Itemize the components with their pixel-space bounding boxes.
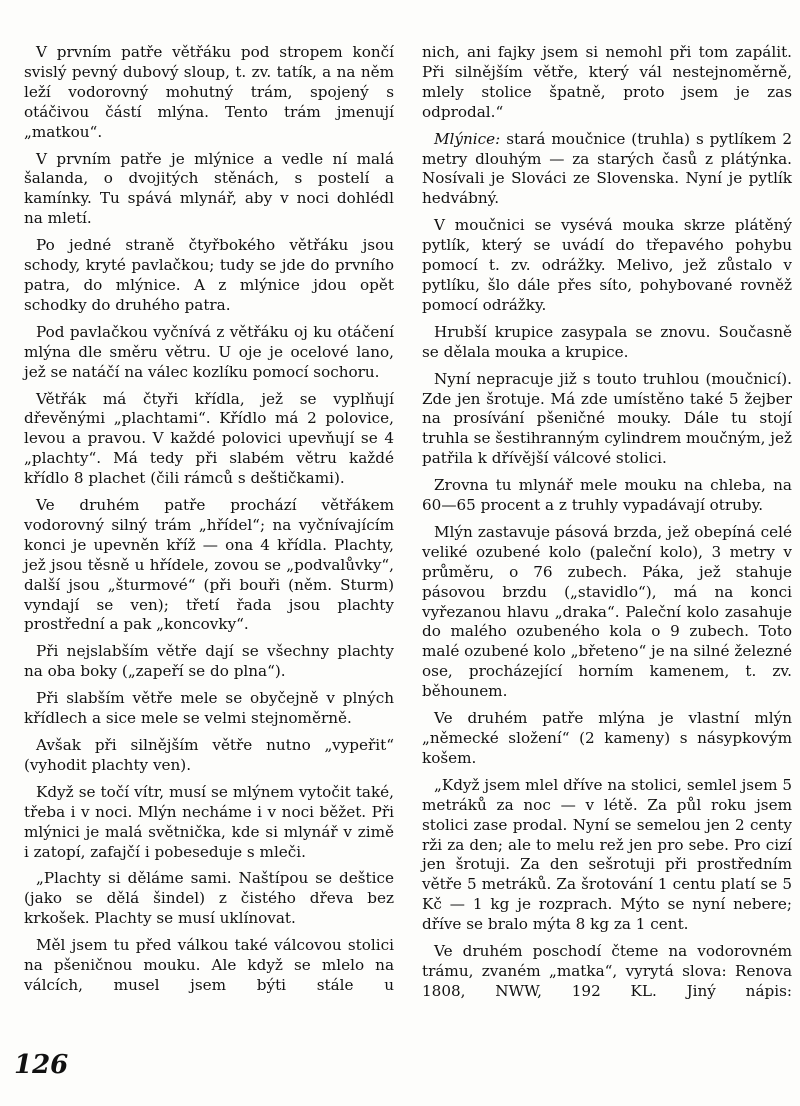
paragraph: Měl jsem tu před válkou také válcovou stolici na pšeničnou mouku. Ale když se mlelo na válcích, musel jsem býti stále u xyxy=(24,936,394,994)
left-column xyxy=(24,43,394,1003)
paragraph: V moučnici se vysévá mouka skrze plátěný pytlík, který se uvádí do třepavého pohybu pomocí t. zv. odrážky. Melivo, jež zůstalo v pytlíku, šlo dále přes síto, pohybované rovněž pomocí odrážky. xyxy=(422,216,792,314)
paragraph: Mlýn zastavuje pásová brzda, jež obepíná celé veliké ozubené kolo (paleční kolo), 3 metry v průměru, o 76 zubech. Páka, jež stahuje pásovou brzdu („stavidlo“), má na konci vyřezanou hlavu „draka“. Paleční kolo zasahuje do malého ozubeného kola o 9 zubech. Toto malé ozubené kolo „břeteno“ je na silné železné ose, procházející horním kamenem, t. zv. běhounem. xyxy=(422,522,792,701)
paragraph-mlynice xyxy=(422,130,792,210)
paragraph: Větřák má čtyři křídla, jež se vyplňují dřevěnými „plachtami“. Křídlo má 2 polovice, levou a pravou. V každé polovici upevňují se 4 „plachty“. Má tedy při slabém větru každé křídlo 8 plachet (čili rámců s deštičkami). xyxy=(24,389,394,488)
paragraph: „Plachty si děláme sami. Naštípou se deštice (jako se dělá šindel) z čistého dřeva bez krkošek. Plachty se musí uklínovat. xyxy=(24,869,394,928)
paragraph: „Když jsem mlel dříve na stolici, semlel jsem 5 metráků za noc — v létě. Za půl roku jsem stolici zase prodal. Nyní se semelou jen 2 centy rži za den; ale to melu rež jen pro sebe. Pro cizí jen šrotuji. Za den sešrotuji při prostředním větře 5 metráků. Za šrotování 1 centu platí se 5 Kč — 1 kg je rozprach. Mýto se nyní nebere; dříve se bralo mýta 8 kg za 1 cent. xyxy=(422,775,792,934)
paragraph: Zrovna tu mlynář mele mouku na chleba, na 60—65 procent a z truhly vypadávají otruby. xyxy=(422,476,792,515)
paragraph: Ve druhém patře mlýna je vlastní mlýn „německé složení“ (2 kameny) s násypkovým košem. xyxy=(422,709,792,767)
page-number: 126 xyxy=(14,1050,69,1080)
paragraph-continued: nich, ani fajky jsem si nemohl při tom zapálit. Při silnějším větře, který vál nestejnoměrně, mlely stolice špatně, proto jsem je zas odprodal.“ xyxy=(422,43,792,121)
paragraph: Pod pavlačkou vyčnívá z větřáku oj ku otáčení mlýna dle směru větru. U oje je ocelové lano, jež se natáčí na válec kozlíku pomocí sochoru. xyxy=(24,322,394,381)
paragraph: Ve druhém patře prochází větřákem vodorovný silný trám „hřídel“; na vyčnívajícím konci je upevněn kříž — ona 4 křídla. Plachty, jež jsou těsně u hřídele, zovou se „podvalůvky“, další jsou „šturmové“ (při bouři (něm. Sturm) vyndají se ven); třetí řada jsou plachty prostřední a pak „koncovky“. xyxy=(24,496,394,634)
paragraph: Hrubší krupice zasypala se znovu. Současně se dělala mouka a krupice. xyxy=(422,322,792,361)
paragraph: Ve druhém poschodí čteme na vodorovném trámu, zvaném „matka“, vyrytá slova: Renova 1808, NWW, 192 KL. Jiný nápis: xyxy=(422,942,792,1000)
paragraph: V prvním patře větřáku pod stropem končí svislý pevný dubový sloup, t. zv. tatík, a na něm leží vodorovný mohutný trám, spojený s otáčivou částí mlýna. Tento trám jmenují „matkou“. xyxy=(24,43,394,141)
paragraph: Nyní nepracuje již s touto truhlou (moučnicí). Zde jen šrotuje. Má zde umístěno také 5 žejber na prosívání pšeničné mouky. Dále tu stojí truhla se šestihranným cylindrem moučným, jež patřila k dřívější válcové stolici. xyxy=(422,369,793,468)
paragraph: Když se točí vítr, musí se mlýnem vytočit také, třeba i v noci. Mlýn necháme i v noci běžet. Při mlýnici je malá světnička, kde si mlynář v zimě i zatopí, zafajčí i pobesedujе s mleči. xyxy=(24,782,394,861)
paragraph: Po jedné straně čtyřbokého větřáku jsou schody, kryté pavlačkou; tudy se jde do prvního patra, do mlýnice. A z mlýnice jdou opět schodky do druhého patra. xyxy=(24,236,394,314)
paragraph-text: stará moučnice (truhla) s pytlíkem 2 metry dlouhým — za starých časů z plátýnka. Nosívali je Slováci ze Slovenska. Nyní je pytlík hedvábný. xyxy=(422,129,792,208)
paragraph: V prvním patře je mlýnice a vedle ní malá šalanda, o dvojitých stěnách, s postelí a kamínky. Tu spává mlynář, aby v noci dohlédl na mletí. xyxy=(24,149,394,228)
right-column xyxy=(422,43,792,1009)
paragraph: Avšak při silnějším větře nutno „vypeřit“ (vyhodit plachty ven). xyxy=(24,736,394,774)
paragraph: Při slabším větře mele se obyčejně v plných křídlech a sice mele se velmi stejnoměrně. xyxy=(24,689,394,728)
paragraph: Při nejslabším větře dají se všechny plachty na oba boky („zapeří se do plna“). xyxy=(24,642,394,681)
paragraph-lead-term: Mlýnice: xyxy=(434,129,501,148)
